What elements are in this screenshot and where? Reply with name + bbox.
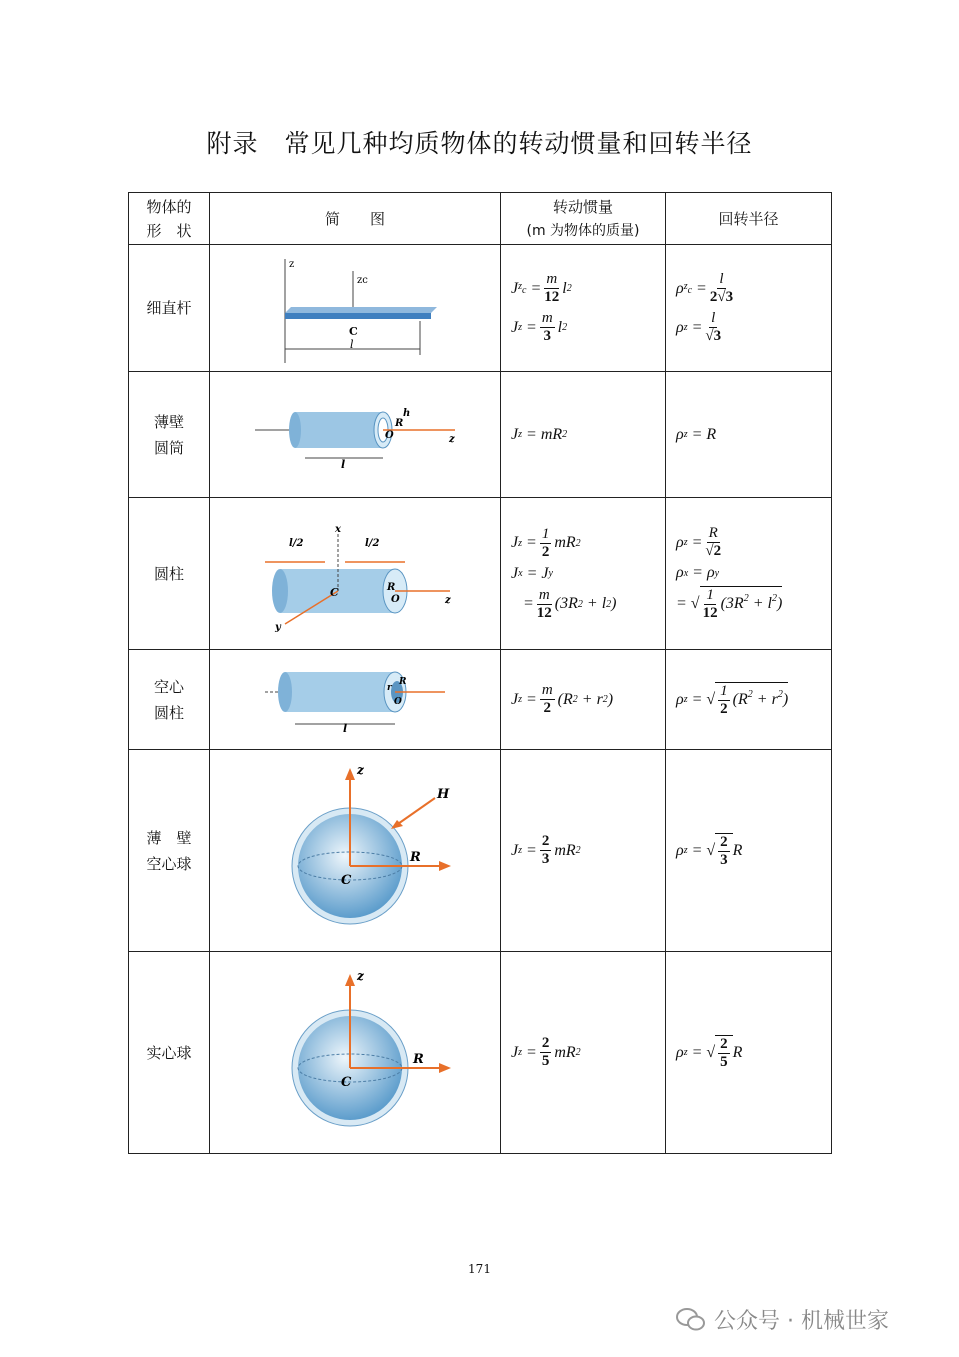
table-row (129, 952, 832, 1154)
header-inertia-label: 转动惯量 (552, 197, 613, 216)
figure-hollow-sphere (210, 750, 501, 952)
z-axis-label: z (357, 969, 364, 983)
radius-label: R (413, 1052, 424, 1067)
page-title: 附录 常见几种均质物体的转动惯量和回转半径 (206, 129, 753, 158)
z-axis-label: z (449, 433, 455, 445)
shape-label: 薄壁 圆筒 (129, 372, 210, 498)
center-label: C (349, 324, 358, 338)
zc-axis-label: zc (357, 274, 368, 286)
center-label: C (341, 873, 352, 888)
figure-thin-rod (210, 245, 501, 372)
header-inertia-note: (m 为物体的质量) (526, 222, 640, 239)
inertia-cell: J zc = $\frac{m}{12}$ l 2 J z = $\frac{m}{3}$ l 2 (501, 245, 666, 372)
radius-label: R (395, 417, 404, 429)
radius-cell: ρ z = $\frac{R}{√2}$ ρ x = ρ y = √ $\frac{1}{12}$ $(3R^2 + l^2)$ (666, 498, 832, 650)
x-axis-label: x (335, 523, 341, 535)
header-inertia (501, 193, 666, 245)
header-radius: 回转半径 (666, 193, 832, 245)
length-label: l (341, 457, 346, 471)
page-number: 171 (468, 1262, 491, 1276)
figure-hollow-cylinder (210, 650, 501, 750)
header-row (129, 193, 832, 245)
table-row (129, 498, 832, 650)
inertia-cell: J z = $\frac{m}{2}$ ( R 2 + r 2 ) (501, 650, 666, 750)
length-label: l (350, 337, 354, 351)
table-row (129, 750, 832, 952)
shape-label: 细直杆 (129, 245, 210, 372)
center-label: C (330, 585, 339, 599)
center-label: C (341, 1075, 352, 1090)
origin-label: O (391, 593, 400, 605)
radius-label: R (387, 581, 396, 593)
inertia-cell: J z = $\frac{2}{5}$ m R 2 (501, 952, 666, 1154)
wechat-icon (676, 1306, 706, 1334)
figure-solid-cylinder (210, 498, 501, 650)
shape-label: 实心球 (129, 952, 210, 1154)
table-row (129, 245, 832, 372)
radius-cell: ρ z = √ $\frac{2}{3}$ R (666, 750, 832, 952)
z-axis-label: z (289, 258, 295, 270)
z-axis-label: z (357, 763, 364, 777)
y-axis-label: y (275, 621, 281, 633)
figure-solid-sphere (210, 952, 501, 1154)
table-row (129, 372, 832, 498)
watermark (676, 1304, 889, 1335)
origin-label: O (385, 429, 394, 441)
inertia-cell: J z = $\frac{2}{3}$ m R 2 (501, 750, 666, 952)
length-label: l (343, 721, 348, 735)
shape-label: 薄 壁 空心球 (129, 750, 210, 952)
h-label: H (437, 787, 450, 802)
shape-label: 空心 圆柱 (129, 650, 210, 750)
half-length-label: l/2 (289, 537, 304, 549)
inertia-cell: J z = m R 2 (501, 372, 666, 498)
radius-cell: ρ zc = $\frac{l}{2√3}$ ρ z = $\frac{l}{√3}$ (666, 245, 832, 372)
origin-label: O (394, 696, 402, 707)
inertia-cell: J z = $\frac{1}{2}$ m R 2 J x = J y = $\frac{m}{12}$ (3 R 2 + l 2 ) (501, 498, 666, 650)
radius-label: R (410, 850, 421, 865)
z-axis-label: z (445, 594, 451, 606)
shape-label: 圆柱 (129, 498, 210, 650)
outer-radius-label: R (399, 676, 407, 687)
radius-cell: ρ z = √ $\frac{1}{2}$ $(R^2 + r^2)$ (666, 650, 832, 750)
watermark-text: 公众号 · 机械世家 (714, 1309, 889, 1334)
header-shape: 物体的 形 状 (129, 193, 210, 245)
radius-cell: ρ z = √ $\frac{2}{5}$ R (666, 952, 832, 1154)
header-figure: 简 图 (210, 193, 501, 245)
table-row (129, 650, 832, 750)
inertia-table (128, 192, 832, 1154)
h-label: h (403, 407, 411, 419)
half-length-label: l/2 (365, 537, 380, 549)
radius-cell: ρ z = R (666, 372, 832, 498)
inner-radius-label: r (387, 682, 392, 693)
figure-thin-cylinder (210, 372, 501, 498)
